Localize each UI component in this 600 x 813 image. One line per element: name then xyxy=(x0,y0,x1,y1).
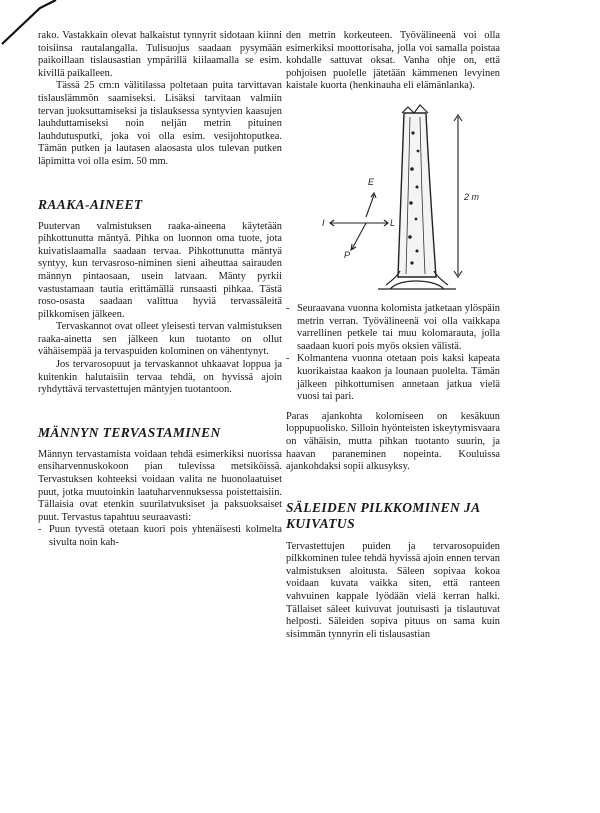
paragraph-intro: rako. Vastakkain olevat halkaistut tynnyrit sidotaan kiinni toisiinsa rautalangalla. Tulisuojus saadaan pysymään paikoillaan tislausastian ympärillä kiilaamalla se esim. kivillä paikalleen. xyxy=(38,30,282,79)
height-dimension-line xyxy=(454,115,462,277)
paragraph-production: Jos tervarosopuut ja tervaskannot uhkaavat loppua ja kuitenkin halutaisiin tervaa tehdä, on hyvissä ajoin ryhdyttävä tervastettujen mäntyjen tuotantoon. xyxy=(38,359,282,396)
height-label: 2 m xyxy=(464,191,480,202)
compass-label-p: P xyxy=(344,249,351,260)
left-column xyxy=(38,30,282,550)
paragraph-splitting: Tervastettujen puiden ja tervarosopuiden pilkkominen tulee tehdä hyvissä ajoin ennen tervan valmistuksen aloitusta. Säleen sopivaa kokoa voidaan kuvata vaikka siten, että ranteen vahvuinen kappale lyödään vielä kerran halki. Tällaiset säleet kuivuvat joutuisasti ja tislautuvat helposti. Säleiden sopiva pituus on sama kuin sisimmän tynnyrin eli tislausastian xyxy=(286,540,500,640)
compass-label-l: L xyxy=(390,217,396,228)
heading-splitting-drying: SÄLEIDEN PILKKOMINEN JA KUIVATUS xyxy=(286,499,480,531)
step-list-start xyxy=(38,524,282,549)
list-item-step-1: - Puun tyvestä otetaan kuori pois yhtenäisesti kolmelta sivulta noin kah- xyxy=(38,524,282,549)
compass-rose xyxy=(330,193,388,250)
paragraph-raw-material: Puutervan valmistuksen raaka-aineena käytetään pihkottunutta mäntyä. Pihka on luonnon oma tuote, jota kuivatislaamalla saadaan tervaa. Pihkottunutta mäntyä syntyy, kun tervasroso-niminen sieni aiheuttaa sairauden männyn pintaosaan, usein latvaan. Mänty pyrkii vastustamaan tautia erittämällä runsaasti pihkaa. Tästä roso-osasta saadaan valittua hyviä tervassäleitä pilkkomisen jälkeen. xyxy=(38,220,282,320)
right-column xyxy=(286,30,500,641)
tree-tarring-figure xyxy=(286,99,500,299)
paragraph-continuation: den metrin korkeuteen. Työvälineenä voi olla esimerkiksi moottorisaha, jolla voi samalla poistaa kohdalle sattuvat oksat. Vanha ohje on, että pohjoisen puolelle jätetään kämmenen levyinen kaistale kuorta (henkinauha eli elämänlanka). xyxy=(286,30,500,92)
step-list xyxy=(286,303,500,404)
compass-label-e: E xyxy=(368,176,375,187)
heading-raw-materials: RAAKA-AINEET xyxy=(38,196,143,212)
paragraph-timing: Paras ajankohta kolomiseen on kesäkuun loppupuolisko. Silloin hyönteisten iskeytymisvaara on vähäisin, mutta pihkan tuotanto suurin, ja haavan paraneminen nopeinta. Kouluissa ajankohdaksi sopii alkusyksy. xyxy=(286,410,500,473)
list-item-step-2: - Seuraavana vuonna kolomista jatketaan ylöspäin metrin verran. Työvälineenä voi olla vaikkapa varrellinen petkele tai muu kolomarauta, jolla saadaan kuori pois myös oksien välistä. xyxy=(286,303,500,353)
paragraph-tar-stumps: Tervaskannot ovat olleet yleisesti tervan valmistuksen raaka-ainetta sen jälkeen kun tuotanto on ollut vähäisempää ja tervaspuiden kolominen on vähentynyt. xyxy=(38,321,282,358)
paragraph-pine-tarring: Männyn tervastamista voidaan tehdä esimerkiksi nuorissa ensiharvennuskokoon pian tulevissa metsiköissä. Tervastuksen kohteeksi voidaan valita ne huonolaatuiset puut, jotka muutoinkin laatuharvennuksessa poistettaisiin. Tällaisia ovat etenkin suurilatvuksiset ja paksuoksaiset puut. Tervastus tapahtuu seuraavasti: xyxy=(38,448,282,523)
list-item-step-3: - Kolmantena vuonna otetaan pois kaksi kapeata kuorikaistaa kaakon ja lounaan puolelta. Tämän jälkeen pihkottumisen annetaan jatkua vielä vuosi tai pari. xyxy=(286,353,500,403)
heading-pine-tarring: MÄNNYN TERVASTAMINEN xyxy=(38,424,221,440)
compass-label-i: I xyxy=(322,217,325,228)
paragraph-heating-space: Tässä 25 cm:n välitilassa poltetaan puita tarvittavan tislauslämmön saamiseksi. Lisäksi tarvitaan valmiin tervan juoksuttamiseksi ja tislauksessa syntyvien kaasujen lauhduttamiseksi noin neljän metrin pituinen lauhdutusputki, joka voi olla esim. vesijohtoputkea. Tämän putken ja lautasen alaosasta ulos tulevan putken läpimitta voi olla esim. 50 mm. xyxy=(38,80,282,167)
